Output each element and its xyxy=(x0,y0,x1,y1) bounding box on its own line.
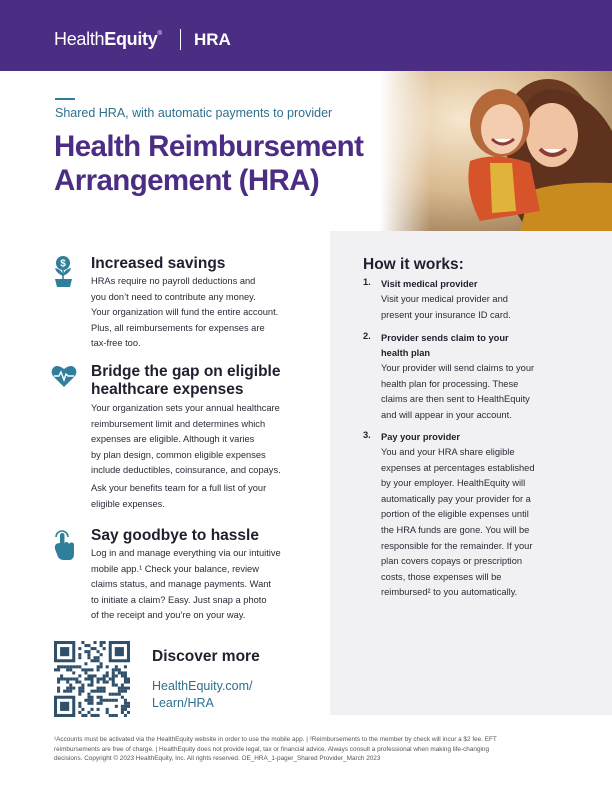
feature-title-savings: Increased savings xyxy=(91,255,226,272)
step-number: 2. xyxy=(363,331,371,341)
savings-line: you don’t need to contribute any money. xyxy=(91,291,256,302)
savings-line: tax-free too. xyxy=(91,338,141,349)
feature-body-bridge-2 xyxy=(91,481,306,512)
step-3 xyxy=(363,430,563,601)
family-photo xyxy=(380,71,612,231)
header-bar xyxy=(0,0,612,71)
step-line: reimbursed² to you automatically. xyxy=(381,587,518,598)
step-body xyxy=(381,292,563,323)
hassle-line: Log in and manage everything via our intuitive xyxy=(91,548,281,558)
step-number: 1. xyxy=(363,277,371,287)
step-line: Visit your medical provider and xyxy=(381,294,508,304)
step-line: by your employer. HealthEquity will xyxy=(381,478,526,489)
hassle-line: mobile app.¹ Check your balance, review xyxy=(91,563,259,574)
bridge-line: include deductibles, coinsurance, and copays. xyxy=(91,465,281,476)
step-line: You and your HRA share eligible xyxy=(381,447,515,457)
step-line: responsible for the remainder. If your xyxy=(381,540,533,551)
brand-bold: Equity xyxy=(104,29,158,49)
brand-mark: ® xyxy=(157,31,162,37)
heart-pulse-icon xyxy=(51,364,75,394)
page-title xyxy=(54,130,414,198)
step-head: Visit medical provider xyxy=(381,279,478,289)
dollar-plant-svg xyxy=(52,255,76,289)
step-1 xyxy=(363,277,563,323)
feature-body-savings xyxy=(91,274,306,352)
feature-title-hassle: Say goodbye to hassle xyxy=(91,527,259,544)
header-section: HRA xyxy=(194,30,231,49)
bridge-line: reimbursement limit and determines which xyxy=(91,418,266,429)
how-it-works-title: How it works: xyxy=(363,256,464,273)
bridge-title-line: Bridge the gap on eligible xyxy=(91,363,281,380)
step-head-line: health plan xyxy=(381,348,431,358)
bridge-line: by plan design, common eligible expenses xyxy=(91,449,266,460)
feature-title-bridge xyxy=(91,363,280,399)
savings-line: Your organization will fund the entire account. xyxy=(91,307,279,318)
kicker-accent-line xyxy=(55,98,75,100)
bridge-line: expenses are eligible. Although it varies xyxy=(91,434,255,445)
feature-body-bridge xyxy=(91,401,306,479)
step-line: and will appear in your account. xyxy=(381,409,512,420)
bridge-title-line: healthcare expenses xyxy=(91,381,244,398)
step-line: expenses at percentages established xyxy=(381,462,535,473)
step-line: the HRA funds are gone. You will be xyxy=(381,524,530,535)
feature-body-hassle xyxy=(91,546,306,624)
discover-link[interactable] xyxy=(152,678,292,712)
step-head xyxy=(381,331,563,361)
footer-line: reimbursements are free of charge. | HealthEquity does not provide legal, tax or financial advice. Always consult a professional when making life-changing xyxy=(54,745,490,753)
brand-light: Health xyxy=(54,29,105,49)
bridge-line: Ask your benefits team for a full list of your xyxy=(91,483,267,493)
footer-disclaimer xyxy=(54,735,564,764)
discover-link-line[interactable]: HealthEquity.com/ xyxy=(152,679,253,693)
hassle-line: to initiate a claim? Easy. Just snap a photo xyxy=(91,594,267,605)
step-body xyxy=(381,361,563,423)
bridge-line: eligible expenses. xyxy=(91,498,165,509)
heart-pulse-svg xyxy=(51,364,77,388)
step-number: 3. xyxy=(363,430,371,440)
step-head-line: Provider sends claim to your xyxy=(381,333,509,343)
title-line-2: Arrangement (HRA) xyxy=(54,164,320,197)
tap-hand-icon xyxy=(52,527,76,557)
savings-line: Plus, all reimbursements for expenses are xyxy=(91,322,265,333)
title-line-1: Health Reimbursement xyxy=(54,130,364,163)
step-line: costs, those expenses will be xyxy=(381,571,502,582)
step-line: plan covers copays or prescription xyxy=(381,556,523,567)
hassle-line: claims status, and manage payments. Want xyxy=(91,579,271,590)
step-2 xyxy=(363,331,563,423)
tap-hand-svg xyxy=(52,527,76,561)
step-line: present your insurance ID card. xyxy=(381,309,511,320)
step-body xyxy=(381,445,563,601)
dollar-plant-icon xyxy=(52,255,76,285)
svg-text:$: $ xyxy=(60,258,66,270)
step-line: claims are then sent to HealthEquity xyxy=(381,394,530,405)
healthequity-logo xyxy=(54,29,162,50)
hassle-line: of the receipt and you’re on your way. xyxy=(91,610,246,621)
kicker: Shared HRA, with automatic payments to provider xyxy=(55,106,333,120)
step-line: health plan for processing. These xyxy=(381,378,519,389)
step-line: Your provider will send claims to your xyxy=(381,363,535,373)
family-photo-illustration xyxy=(380,71,612,231)
step-head: Pay your provider xyxy=(381,432,461,442)
bridge-line: Your organization sets your annual healthcare xyxy=(91,403,280,413)
savings-line: HRAs require no payroll deductions and xyxy=(91,276,256,286)
footer-line: decisions. Copyright © 2023 HealthEquity, Inc. All rights reserved. OE_HRA_1-pager_Shared Provider_March 2023 xyxy=(54,755,381,763)
discover-title: Discover more xyxy=(152,648,260,665)
discover-link-line[interactable]: Learn/HRA xyxy=(152,696,214,710)
step-line: automatically pay your provider for a xyxy=(381,493,531,504)
step-line: portion of the eligible expenses until xyxy=(381,509,529,520)
footer-line: ¹Accounts must be activated via the HealthEquity website in order to use the mobile app. | ²Reimbursements to the member by check will incur a $2 fee. EFT xyxy=(54,736,497,743)
header-divider xyxy=(180,29,181,50)
qr-code-icon[interactable] xyxy=(54,641,130,717)
